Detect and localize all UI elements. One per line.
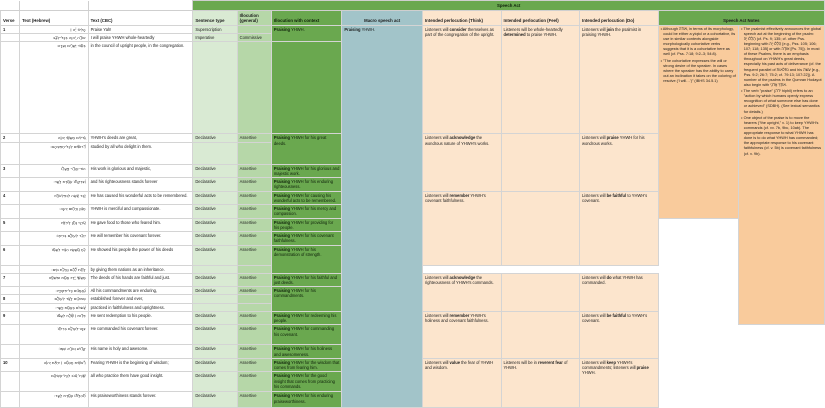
- illocution-context-bold: Praising: [273, 192, 291, 198]
- do-bold: be faithful: [606, 312, 627, 318]
- illocution-context-rest: YHWH for his holiness and awesomeness.: [273, 346, 333, 357]
- cell-hebrew: עֲ֝שׂוּיִ֗ם בֶּאֱמֶ֥ת וְיָשָֽׁר׃: [20, 303, 88, 311]
- note-bullet: • One object of the praise is to move the hearers ("the upright," v. 1) to keep YHWH's commands (cf. vv. 7b, 9bc, 10ab). The appropriate response to what YHWH has done is to do what YHWH has commanded; the appropriate response to his covenant faithfulness (cf. v. 5b) is covenant faithfulness (cf. v. 9b).: [741, 116, 822, 156]
- cell-illocution-general: Assertive: [237, 392, 271, 408]
- cell-verse: 2: [1, 134, 20, 142]
- illocution-context-rest: YHWH for causing his wonderful acts to be remembered.: [273, 192, 337, 203]
- cell-illocution-general: Assertive: [237, 178, 271, 191]
- feel-post: of YHWH.: [503, 359, 568, 371]
- illocution-context-bold: Praising: [273, 274, 291, 280]
- col-header-illocution-general[interactable]: Illocution (general): [237, 10, 271, 26]
- cell-illocution-general: Assertive: [237, 372, 271, 392]
- cell-hebrew: זֵ֣כֶר עָ֭שָׂה לְנִפְלְאֹתָ֑יו: [20, 191, 88, 204]
- cell-sentence-type: Superscription: [193, 26, 237, 34]
- cell-perlocution-think: [422, 311, 501, 358]
- cell-hebrew: מַעֲשֵׂ֣י יָ֭דָיו אֱמֶ֣ת וּמִשְׁפָּ֑ט: [20, 273, 88, 286]
- cell-hebrew: סְמוּכִ֣ים לָעַ֣ד לְעוֹלָ֑ם: [20, 295, 88, 303]
- cell-illocution-general: [237, 42, 271, 134]
- think-bold: remember: [449, 312, 470, 318]
- cell-cbc: He sent redemption to his people.: [88, 311, 193, 324]
- cell-illocution-general: Assertive: [237, 191, 271, 204]
- cell-speech-act-notes-1: [658, 26, 739, 219]
- col-header-speech-act-notes[interactable]: Speech Act Notes: [658, 10, 824, 26]
- think-pre: Listeners will: [424, 274, 450, 280]
- col-header-illocution-context[interactable]: Illocution with context: [271, 10, 342, 26]
- cell-illocution-general: Assertive: [237, 134, 271, 142]
- cell-hebrew: נֶ֝אֱמָנִ֗ים כָּל־פִּקּוּדָֽיו׃: [20, 287, 88, 295]
- cell-verse: 7: [1, 273, 20, 286]
- illocution-context-rest: YHWH for his faithful and just deeds.: [273, 274, 338, 285]
- think-bold: acknowledge: [449, 135, 476, 141]
- cell-illocution-context: [271, 205, 342, 218]
- cell-hebrew: דְּ֝רוּשִׁ֗ים לְכָל־חֶפְצֵיהֶֽם׃: [20, 142, 88, 164]
- cell-hebrew: קָד֖וֹשׁ וְנוֹרָ֣א שְׁמֽוֹ׃: [20, 345, 88, 358]
- cell-sentence-type: Declarative: [193, 311, 237, 324]
- cell-verse: [1, 265, 20, 273]
- cell-verse: [1, 345, 20, 358]
- cell-illocution-general: Assertive: [237, 311, 271, 324]
- cell-illocution-context: [271, 273, 342, 286]
- think-post: YHWH's holiness and covenant faithfulness.: [424, 312, 489, 324]
- cell-perlocution-do: [580, 311, 659, 358]
- cell-illocution-context: [271, 42, 342, 134]
- do-post: YHWH for his wondrous works.: [582, 135, 645, 146]
- note-bullet: • "The cohortative expresses the will or strong desire of the speaker. In cases where the speaker has the ability to carry out an inclination it takes on the coloring of resolve ('I will…')" (IBHS 34.5.1): [660, 58, 736, 84]
- cell-perlocution-think: [422, 273, 501, 311]
- col-header-perlocution-think[interactable]: Intended perlocution (Think): [422, 10, 501, 26]
- think-post: the fear of YHWH and wisdom.: [424, 359, 494, 371]
- do-post: the psalmist in praising YHWH.: [582, 27, 642, 38]
- illocution-context-rest: YHWH for providing for his people.: [273, 219, 334, 230]
- cell-perlocution-think: [422, 358, 501, 407]
- do-post: what YHWH has commanded.: [582, 274, 643, 285]
- cell-perlocution-feel: [501, 191, 580, 265]
- note-text: The verb "praise" (ידה hiphil) refers to an "action by which humans openly express recognition of what someone else has done or achieved" (SDBH). (See lexical semantics for details.): [743, 89, 820, 114]
- cell-illocution-context: [271, 392, 342, 408]
- cell-illocution-general: [237, 142, 271, 164]
- illocution-context-rest: YHWH for the wisdom that comes from fearing him.: [273, 359, 340, 371]
- illocution-context-rest: YHWH for his great deeds.: [273, 135, 327, 146]
- cell-illocution-general: [237, 295, 271, 303]
- cell-cbc: His praiseworthiness stands forever.: [88, 392, 193, 408]
- illocution-context-bold: Praising: [273, 179, 291, 185]
- note-text: One object of the praise is to move the hearers ("the upright," v. 1) to keep YHWH's commands (cf. vv. 7b, 9bc, 10ab). The appropriate response to what YHWH has done is to do what YHWH has commanded; the appropriate response to his covenant faithfulness (cf. v. 5b) is covenant faithfulness (cf. v. 9b).: [743, 116, 822, 156]
- cell-verse: [1, 325, 20, 345]
- cell-perlocution-think: [422, 134, 501, 191]
- cell-illocution-context: [271, 325, 342, 345]
- note-text: "The cohortative expresses the will or strong desire of the speaker. In cases where the speaker has the ability to carry out an inclination it takes on the coloring of resolve ('I will…')" (IBHS 34.5.1): [663, 58, 736, 84]
- feel-pre: Listeners will be whole-heartedly: [503, 27, 563, 32]
- illocution-context-bold: Praising: [273, 206, 291, 212]
- cell-illocution-general: Assertive: [237, 218, 271, 231]
- think-pre: Listeners will: [424, 192, 450, 198]
- cell-hebrew: רֵ֘אשִׁ֤ית חָכְמָ֨ה ׀ יִרְאַ֬ת יְהוָ֗ה: [20, 358, 88, 371]
- illocution-context-rest: YHWH for redeeming his people.: [273, 312, 337, 324]
- do-pre: Listeners will: [582, 27, 607, 32]
- cell-sentence-type: Declarative: [193, 392, 237, 408]
- col-header-verse[interactable]: Verse: [1, 10, 20, 26]
- cell-hebrew: גְּ֭דֹלִים מַעֲשֵׂ֣י יְהוָ֑ה: [20, 134, 88, 142]
- do-bold: praise: [606, 135, 619, 141]
- cell-illocution-general: Commissive: [237, 34, 271, 42]
- cell-cbc: He has caused his wonderful acts to be remembered.: [88, 191, 193, 204]
- think-bold: value: [449, 359, 460, 365]
- group-header-row: [1, 1, 825, 11]
- cell-hebrew: פְּד֤וּת ׀ שָׁ֘לַ֤ח לְעַמּ֗וֹ: [20, 311, 88, 324]
- cell-speech-act-notes-2: [739, 26, 825, 325]
- cell-illocution-context: [271, 245, 342, 273]
- note-bullet: • The psalmist effectively announces the global speech act at the beginning of the psalm: הַלְלוּ יָהּ (cf. Ps. 9; 135; cf. other Pss. beginning with הַלְלוּ יָהּ [e.g., Pss. 105; 106; 107; 118; 135] or with אוֹדֶה [Ps. 75]). In most of these Psalms, there is an emphasis throughout on YHWH's great deeds, especially his past acts of deliverance (cf. the frequent parallel of נפלאות and his עשׂה [e.g., Pss. 9:2; 26:7; 75:2; cf. 79:13; 107:22]). A number of the psalms in the Qumran Hodayot also begin with אוֹדְךָ אֲדֹנָי.: [741, 27, 822, 87]
- think-pre: Listeners will: [424, 27, 450, 32]
- cell-verse: 8: [1, 295, 20, 303]
- cell-verse: [1, 287, 20, 295]
- cell-verse: [1, 303, 20, 311]
- cell-verse: [1, 232, 20, 245]
- illocution-context-bold: Praising: [273, 246, 291, 252]
- cell-verse: [1, 372, 20, 392]
- think-post: the righteousness of YHWH's commands.: [424, 274, 494, 285]
- cell-perlocution-feel: [501, 311, 580, 358]
- cell-sentence-type: Declarative: [193, 134, 237, 142]
- column-header-row: [1, 10, 825, 26]
- table-row[interactable]: [1, 26, 825, 34]
- cell-sentence-type: [193, 142, 237, 164]
- cell-verse: [1, 178, 20, 191]
- illocution-context-rest: YHWH for commanding his covenant.: [273, 326, 335, 337]
- cell-hebrew: שֵׂ֣כֶל ט֭וֹב לְכָל־עֹשֵׂיהֶ֑ם: [20, 372, 88, 392]
- illocution-context-rest: YHWH for his commandments.: [273, 288, 316, 299]
- cell-illocution-general: [237, 26, 271, 34]
- cell-hebrew: לָתֵ֥ת לָ֝הֶ֗ם נַחֲלַ֥ת גּוֹיִֽם׃: [20, 265, 88, 273]
- cell-illocution-general: Assertive: [237, 205, 271, 218]
- note-text: The psalmist effectively announces the global speech act at the beginning of the psalm: הַלְלוּ יָהּ (cf. Ps. 9; 135; cf. other Pss. beginning with הַלְלוּ יָהּ [e.g., Pss. 105; 106; 107; 118; 135] or with אוֹדֶה [Ps. 75]). In most of these Psalms, there is an emphasis throughout on YHWH's great deeds, especially his past acts of deliverance (cf. the frequent parallel of נפלאות and his עשׂה [e.g., Pss. 9:2; 26:7; 75:2; cf. 79:13; 107:22]). A number of the psalms in the Qumran Hodayot also begin with אוֹדְךָ אֲדֹנָי.: [743, 27, 822, 87]
- cell-hebrew: טֶ֭רֶף נָתַ֣ן לִֽירֵאָ֑יו: [20, 218, 88, 231]
- cell-perlocution-feel: [501, 358, 580, 407]
- cell-illocution-general: Assertive: [237, 273, 271, 286]
- cell-perlocution-think: [422, 191, 501, 265]
- illocution-context-rest: YHWH.: [290, 27, 305, 32]
- cell-cbc: He gave food to those who feared him.: [88, 218, 193, 231]
- cell-verse: 6: [1, 245, 20, 265]
- cell-cbc: YHWH's deeds are great,: [88, 134, 193, 142]
- cell-sentence-type: Declarative: [193, 178, 237, 191]
- cell-cbc: YHWH is merciful and compassionate.: [88, 205, 193, 218]
- cell-cbc: by giving them nations as an inheritance.: [88, 265, 193, 273]
- think-pre: Listeners will: [424, 359, 450, 365]
- cell-verse: 4: [1, 191, 20, 204]
- do-post2: YHWH.: [582, 370, 596, 376]
- macro-rest: YHWH.: [360, 27, 376, 32]
- cell-illocution-general: Assertive: [237, 358, 271, 371]
- cell-verse: 10: [1, 358, 20, 371]
- cell-cbc: all who practice them have good insight.: [88, 372, 193, 392]
- think-pre: Listeners will: [424, 135, 450, 141]
- cell-illocution-general: Assertive: [237, 164, 271, 177]
- cell-cbc: All his commandments are enduring,: [88, 287, 193, 295]
- illocution-context-rest: YHWH for his enduring righteousness.: [273, 179, 333, 190]
- col-header-hebrew[interactable]: Text (Hebrew): [20, 10, 88, 26]
- cell-hebrew: חַנּ֖וּן וְרַח֣וּם יְהוָֽה׃: [20, 205, 88, 218]
- note-bullet: • The verb "praise" (ידה hiphil) refers to an "action by which humans openly express recognition of what someone else has done or achieved" (SDBH). (See lexical semantics for details.): [741, 89, 820, 114]
- illocution-context-bold: Praising: [273, 135, 291, 141]
- feel-bold: reverent fear: [538, 359, 563, 365]
- illocution-context-bold: Praising: [273, 393, 291, 399]
- illocution-context-bold: Praising: [273, 312, 291, 318]
- cell-hebrew: יִזְכֹּ֖ר לְעוֹלָ֣ם בְּרִיתֽוֹ׃: [20, 232, 88, 245]
- illocution-context-bold: Praising: [273, 233, 291, 239]
- cell-illocution-context: [271, 134, 342, 164]
- cell-hebrew: צִוָּֽה־לְעוֹלָ֥ם בְּרִית֑וֹ: [20, 325, 88, 345]
- illocution-context-bold: Praising: [273, 165, 291, 171]
- think-bold: acknowledge: [449, 274, 476, 280]
- note-text: Although אודה, in terms of its morphology, could be either a yiqtol or a cohortative, its use in similar contexts alongside morphologically cohortative verbs suggests that it is a cohortative here as well (cf. Pss. 7:18; 9:2–3; 54:8).: [662, 27, 736, 57]
- cell-illocution-context: [271, 372, 342, 392]
- cell-hebrew: הַֽלְלוּ יָ֨הּ ׀: [20, 26, 88, 34]
- cell-sentence-type: Declarative: [193, 358, 237, 371]
- illocution-context-rest: YHWH for his glorious and majestic work.: [273, 165, 340, 176]
- feel-pre: Listeners will be in: [503, 359, 539, 365]
- cell-perlocution-do: [580, 358, 659, 407]
- group-header-speech-act: Speech Act: [193, 1, 825, 11]
- cell-verse: [1, 205, 20, 218]
- do-bold: be faithful: [606, 192, 627, 198]
- do-post: YHWH's commandments; listeners will: [582, 359, 637, 371]
- cell-illocution-general: [237, 303, 271, 311]
- do-post: to YHWH's covenant.: [582, 312, 648, 324]
- cell-perlocution-do: [580, 134, 659, 191]
- do-bold2: praise: [636, 365, 649, 371]
- think-post: YHWH's covenant faithfulness.: [424, 192, 486, 203]
- illocution-context-bold: Praising: [273, 359, 291, 365]
- cell-cbc: established forever and ever,: [88, 295, 193, 303]
- illocution-context-rest: YHWH for the good insight that comes from practicing his commands.: [273, 373, 335, 389]
- feel-post: to praise YHWH.: [525, 32, 558, 38]
- illocution-context-rest: YHWH for his enduring praiseworthiness.: [273, 393, 333, 404]
- cell-perlocution-feel: [501, 134, 580, 191]
- cell-sentence-type: [193, 265, 237, 273]
- cell-sentence-type: Declarative: [193, 273, 237, 286]
- cell-illocution-general: Assertive: [237, 232, 271, 245]
- cell-perlocution-do: [580, 273, 659, 311]
- cell-illocution-context: [271, 218, 342, 231]
- cell-cbc: practiced in faithfulness and uprightness.: [88, 303, 193, 311]
- cell-perlocution-feel: [501, 26, 580, 134]
- cell-illocution-context: [271, 178, 342, 191]
- cell-illocution-general: [237, 265, 271, 273]
- cell-cbc: He commanded his covenant forever.: [88, 325, 193, 345]
- macro-bold: Praising: [344, 27, 361, 32]
- group-header-spacer: [88, 1, 193, 11]
- col-header-perlocution-feel[interactable]: Intended perlocution (Feel): [501, 10, 580, 26]
- cell-cbc: He will remember his covenant forever.: [88, 232, 193, 245]
- cell-illocution-context: [271, 191, 342, 204]
- cell-hebrew: תְּ֝הִלָּת֗וֹ עֹמֶ֥דֶת לָעַֽד׃: [20, 392, 88, 408]
- illocution-context-rest: YHWH for his covenant faithfulness.: [273, 233, 334, 244]
- group-header-spacer: [20, 1, 88, 11]
- cell-hebrew: בְּס֖וֹד יְשָׁרִ֣ים וְעֵדָֽה׃: [20, 42, 88, 134]
- cell-verse: 5: [1, 218, 20, 231]
- col-header-sentence-type[interactable]: Sentence type: [193, 10, 237, 26]
- col-header-perlocution-do[interactable]: Intended perlocution (Do): [580, 10, 659, 26]
- cell-hebrew: כֹּ֣חַ מַ֭עֲשָׂיו הִגִּ֣יד לְעַמּ֑וֹ: [20, 245, 88, 265]
- cell-cbc: Fearing YHWH is the beginning of wisdom;: [88, 358, 193, 371]
- illocution-context-bold: Praising: [273, 326, 291, 332]
- illocution-context-rest: YHWH for his mercy and compassion.: [273, 206, 337, 217]
- cell-illocution-general: Assertive: [237, 287, 271, 295]
- cell-verse: [1, 34, 20, 42]
- think-post: themselves as part of the congregation of the upright.: [424, 27, 495, 38]
- cell-cbc: and his righteousness stands forever: [88, 178, 193, 191]
- cell-illocution-context: [271, 287, 342, 312]
- cell-sentence-type: [193, 303, 237, 311]
- cell-illocution-context: [271, 26, 342, 42]
- cell-cbc: in the council of upright people, in the congregation.: [88, 42, 193, 134]
- illocution-context-bold: Praising: [273, 373, 291, 379]
- cell-sentence-type: Declarative: [193, 287, 237, 295]
- do-pre: Listeners will: [582, 359, 607, 365]
- cell-sentence-type: [193, 42, 237, 134]
- cell-cbc: His name is holy and awesome.: [88, 345, 193, 358]
- illocution-context-bold: Praising: [273, 27, 291, 32]
- feel-bold: determined: [503, 32, 526, 38]
- cell-illocution-general: Assertive: [237, 345, 271, 358]
- cell-sentence-type: Declarative: [193, 325, 237, 345]
- col-header-cbc[interactable]: Text (CBC): [88, 10, 193, 26]
- do-pre: Listeners will: [582, 135, 607, 141]
- cell-illocution-general: Assertive: [237, 325, 271, 345]
- cell-cbc: The deeds of his hands are faithful and just.: [88, 273, 193, 286]
- cell-sentence-type: Declarative: [193, 218, 237, 231]
- do-bold: do: [606, 274, 612, 280]
- group-header-spacer: [1, 1, 20, 11]
- cell-hebrew: הוֹד־וְהָדָ֥ר פָּֽעֳל֑וֹ: [20, 164, 88, 177]
- cell-sentence-type: Declarative: [193, 345, 237, 358]
- note-bullet: • Although אודה, in terms of its morphology, could be either a yiqtol or a cohortative, its use in similar contexts alongside morphologically cohortative verbs suggests that it is a cohortative here as well (cf. Pss. 7:18; 9:2–3; 54:8).: [660, 27, 736, 57]
- cell-sentence-type: Declarative: [193, 191, 237, 204]
- cell-sentence-type: Imperative: [193, 34, 237, 42]
- col-header-macro-speech-act[interactable]: Macro speech act: [342, 10, 423, 26]
- cell-cbc: studied by all who delight in them.: [88, 142, 193, 164]
- cell-perlocution-think: [422, 26, 501, 134]
- illocution-context-bold: Praising: [273, 288, 291, 294]
- illocution-context-bold: Praising: [273, 346, 291, 352]
- cell-hebrew: וְ֝צִדְקָת֗וֹ עֹמֶ֥דֶת לָעַֽד׃: [20, 178, 88, 191]
- do-bold: join: [606, 27, 614, 32]
- cell-sentence-type: Declarative: [193, 232, 237, 245]
- cell-verse: 9: [1, 311, 20, 324]
- cell-hebrew: אוֹדֶ֣ה יְ֭הוָה בְּכָל־לֵבָ֑ב: [20, 34, 88, 42]
- cell-cbc: I will praise YHWH whole-heartedly: [88, 34, 193, 42]
- cell-sentence-type: Declarative: [193, 205, 237, 218]
- cell-illocution-context: [271, 232, 342, 245]
- cell-illocution-context: [271, 358, 342, 371]
- do-pre: Listeners will: [582, 312, 607, 318]
- think-bold: remember: [449, 192, 470, 198]
- think-post: the wondrous nature of YHWH's works.: [424, 135, 490, 146]
- cell-perlocution-do: [580, 191, 659, 265]
- cell-sentence-type: [193, 295, 237, 303]
- cell-macro-speech-act: [342, 26, 423, 408]
- do-pre: Listeners will: [582, 274, 607, 280]
- illocution-context-bold: Praising: [273, 219, 291, 225]
- cell-illocution-context: [271, 311, 342, 324]
- do-pre: Listeners will: [582, 192, 607, 198]
- cell-cbc: Praise Yah!: [88, 26, 193, 34]
- illocution-context-rest: YHWH for his demonstration of strength.: [273, 246, 322, 257]
- cell-verse: 1: [1, 26, 20, 34]
- do-post: to YHWH's covenant.: [582, 192, 648, 203]
- cell-sentence-type: Declarative: [193, 245, 237, 265]
- cell-perlocution-feel: [501, 273, 580, 311]
- cell-sentence-type: Declarative: [193, 164, 237, 177]
- cell-verse: [1, 42, 20, 134]
- cell-illocution-general: Assertive: [237, 245, 271, 265]
- think-bold: consider: [449, 27, 467, 32]
- do-bold: keep: [606, 359, 616, 365]
- think-pre: Listeners will: [424, 312, 450, 318]
- cell-sentence-type: Declarative: [193, 372, 237, 392]
- cell-verse: 3: [1, 164, 20, 177]
- cell-verse: [1, 142, 20, 164]
- cell-cbc: His work is glorious and majestic,: [88, 164, 193, 177]
- cell-cbc: He showed his people the power of his deeds: [88, 245, 193, 265]
- cell-perlocution-do: [580, 26, 659, 134]
- cell-illocution-context: [271, 164, 342, 177]
- cell-verse: [1, 392, 20, 408]
- cell-illocution-context: [271, 345, 342, 358]
